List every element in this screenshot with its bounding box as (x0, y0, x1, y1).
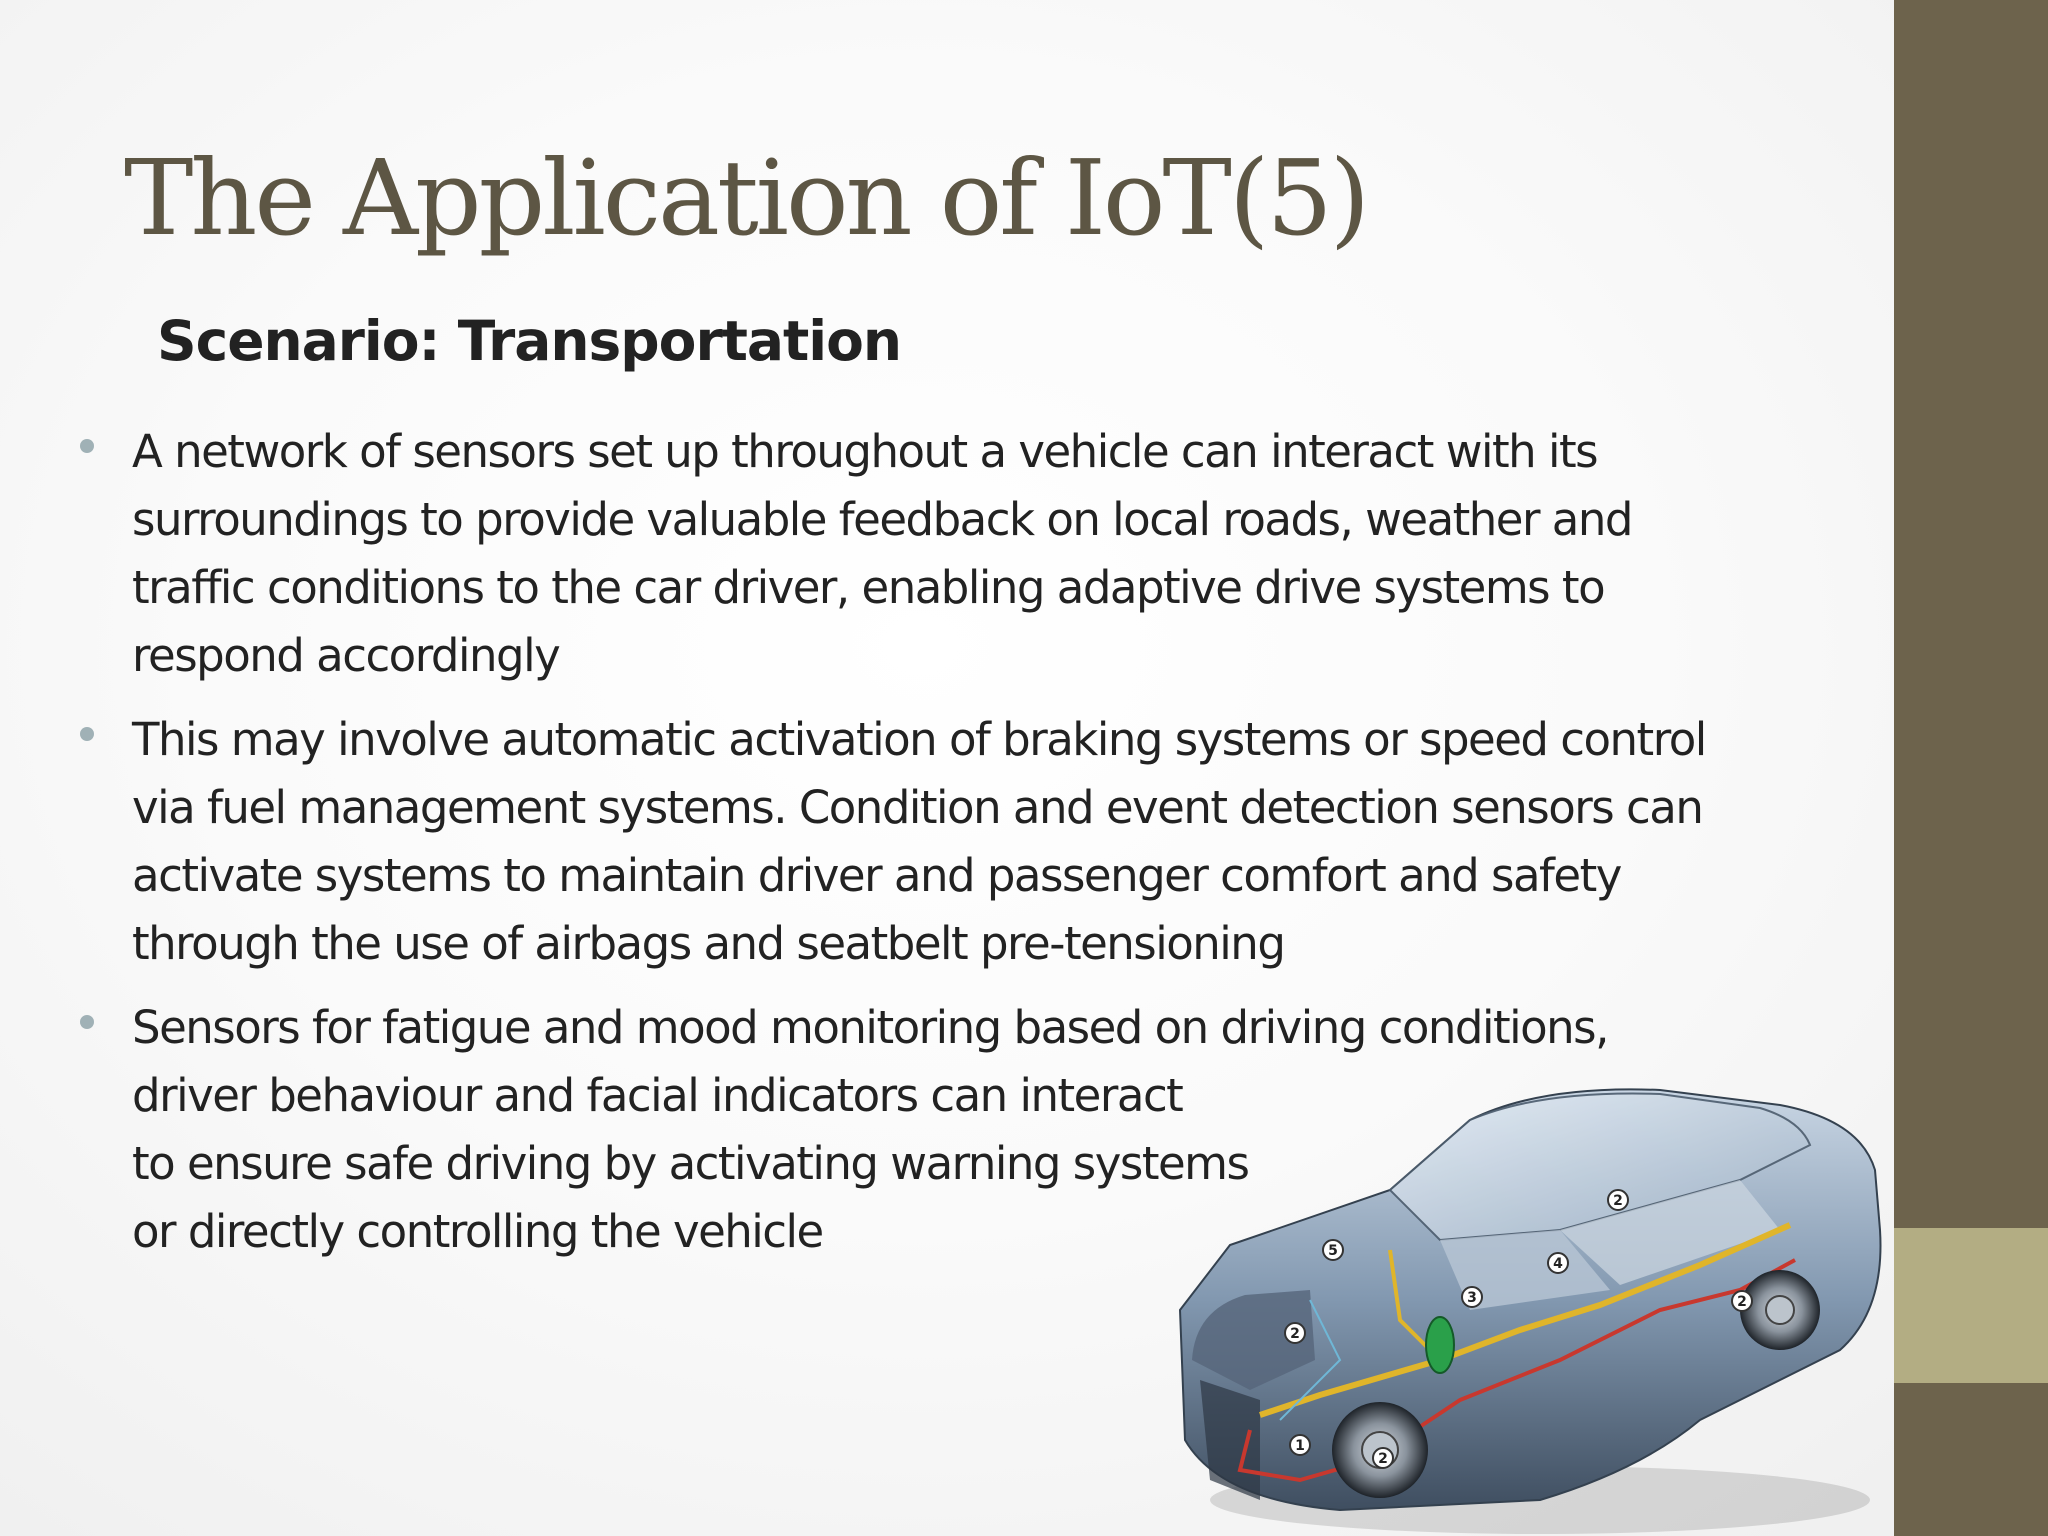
svg-text:2: 2 (1378, 1451, 1388, 1467)
callout-marker-5 (1323, 1240, 1343, 1260)
bullet-dot-icon (80, 1015, 94, 1029)
slide-title: The Application of IoT(5) (124, 137, 1368, 259)
bullet-line: to ensure safe driving by activating warning systems (132, 1137, 1249, 1190)
callout-marker-3 (1462, 1287, 1482, 1307)
bullet-text (132, 706, 1860, 978)
bullet-dot-icon (80, 439, 94, 453)
bullet-line: This may involve automatic activation of braking systems or speed control (132, 713, 1706, 766)
svg-text:3: 3 (1467, 1290, 1477, 1306)
callout-marker-1 (1290, 1435, 1310, 1455)
bullet-line: A network of sensors set up throughout a vehicle can interact with its (132, 425, 1598, 478)
car-sensor-diagram-icon (1140, 1060, 1894, 1536)
bullet-item (80, 706, 1860, 978)
bullet-line: Sensors for fatigue and mood monitoring based on driving conditions, (132, 1001, 1608, 1054)
callout-marker-4 (1548, 1253, 1568, 1273)
bullet-dot-icon (80, 727, 94, 741)
callout-marker-2d (1732, 1291, 1752, 1311)
bullet-line: driver behaviour and facial indicators can interact (132, 1069, 1183, 1122)
svg-text:4: 4 (1553, 1256, 1563, 1272)
svg-text:5: 5 (1328, 1243, 1338, 1259)
svg-text:2: 2 (1613, 1193, 1623, 1209)
svg-text:1: 1 (1295, 1438, 1305, 1454)
bullet-line: surroundings to provide valuable feedback on local roads, weather and (132, 493, 1632, 546)
svg-text:2: 2 (1290, 1326, 1300, 1342)
callout-marker-2b (1373, 1448, 1393, 1468)
bullet-line: activate systems to maintain driver and passenger comfort and safety (132, 849, 1621, 902)
callout-marker-2a (1285, 1323, 1305, 1343)
bullet-item (80, 418, 1860, 690)
svg-text:2: 2 (1737, 1294, 1747, 1310)
bullet-line: traffic conditions to the car driver, enabling adaptive drive systems to (132, 561, 1605, 614)
slide-subtitle: Scenario: Transportation (157, 309, 902, 373)
bullet-line: respond accordingly (132, 629, 560, 682)
sidebar-accent (1894, 1228, 2048, 1383)
bullet-line: via fuel management systems. Condition and event detection sensors can (132, 781, 1703, 834)
callout-marker-2c (1608, 1190, 1628, 1210)
bullet-line: through the use of airbags and seatbelt pre-tensioning (132, 917, 1285, 970)
bullet-line: or directly controlling the vehicle (132, 1205, 823, 1258)
bullet-text (132, 418, 1860, 690)
